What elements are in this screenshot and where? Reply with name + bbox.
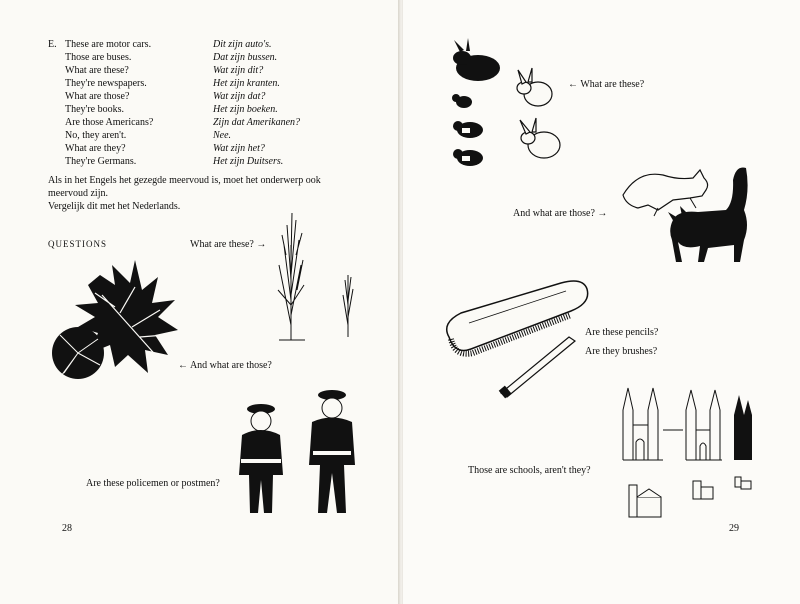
question-rabbits: ← What are these? [568,79,645,90]
question-schools: Those are schools, aren't they? [468,465,591,476]
pair-nl-5: Het zijn boeken. [213,104,278,115]
pair-en-3: They're newspapers. [65,78,147,89]
poplar-trees-illustration [275,205,365,345]
pair-nl-3: Het zijn kranten. [213,78,280,89]
question-pencils: Are these pencils? [585,327,659,338]
churches-illustration [618,380,758,465]
policemen-illustration [228,385,368,520]
pair-nl-6: Zijn dat Amerikanen? [213,117,301,128]
pair-en-9: They're Germans. [65,156,137,167]
pair-nl-1: Dat zijn bussen. [213,52,278,63]
pair-en-4: What are those? [65,91,130,102]
pair-nl-8: Wat zijn het? [213,143,265,154]
note-line-1: Als in het Engels het gezegde meervoud is, moet het onderwerp ook [48,175,321,186]
pair-en-1: Those are buses. [65,52,132,63]
note-line-2: meervoud zijn. [48,188,108,199]
cats-illustration [618,150,758,280]
questions-heading: QUESTIONS [48,239,108,249]
leaves-illustration [40,255,190,385]
question-brushes: Are they brushes? [585,346,658,357]
pair-nl-7: Nee. [213,130,232,141]
right-page [403,0,800,604]
exercise-letter: E. [48,39,57,50]
pair-en-5: They're books. [65,104,125,115]
question-trees: What are these? → [190,239,267,250]
question-policemen: Are these policemen or postmen? [86,478,220,489]
question-cats: And what are those? → [513,208,608,219]
pair-en-8: What are they? [65,143,126,154]
pair-nl-4: Wat zijn dat? [213,91,266,102]
pair-en-7: No, they aren't. [65,130,127,141]
rabbits-illustration [448,40,573,180]
question-leaves: ← And what are those? [178,360,272,371]
brushes-illustration [441,275,591,405]
pair-en-2: What are these? [65,65,129,76]
pair-nl-0: Dit zijn auto's. [213,39,272,50]
pair-en-0: These are motor cars. [65,39,152,50]
schools-illustration [625,475,765,520]
pair-en-6: Are those Americans? [65,117,154,128]
page-number-right: 29 [729,523,739,534]
pair-nl-2: Wat zijn dit? [213,65,264,76]
note-line-3: Vergelijk dit met het Nederlands. [48,201,181,212]
pair-nl-9: Het zijn Duitsers. [213,156,284,167]
page-number-left: 28 [62,523,72,534]
